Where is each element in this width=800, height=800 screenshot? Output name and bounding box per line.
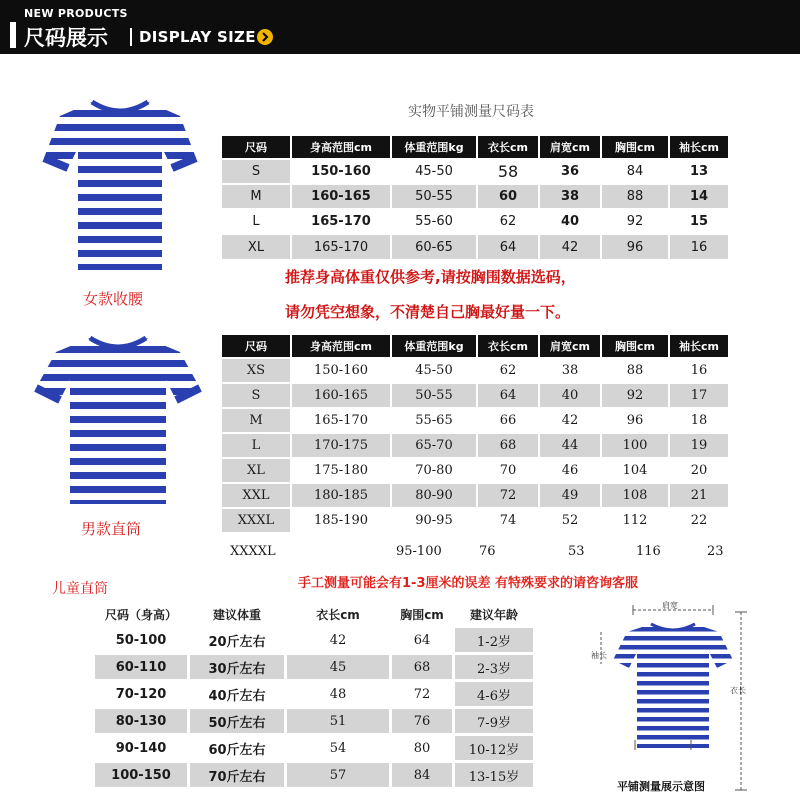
table-cell: 15 — [670, 210, 728, 233]
table-cell: XL — [222, 459, 290, 482]
table-cell: 84 — [392, 763, 452, 787]
table-cell: 175-180 — [292, 459, 390, 482]
women-note-line-1: 推荐身高体重仅供参考,请按胸围数据选码， — [285, 268, 576, 286]
table-header-cell: 胸围cm — [392, 603, 452, 625]
table-cell: 1-2岁 — [455, 628, 533, 652]
table-cell: 64 — [478, 235, 538, 259]
table-cell: 13 — [670, 160, 728, 183]
table-cell: 72 — [392, 682, 452, 706]
table-cell: 40斤左右 — [190, 682, 284, 706]
women-size-table — [222, 136, 728, 259]
table-header-cell: 胸围cm — [602, 136, 668, 158]
table-cell: 64 — [392, 628, 452, 652]
table-cell: 92 — [602, 210, 668, 233]
table-cell: 50斤左右 — [190, 709, 284, 733]
table-cell: 84 — [602, 160, 668, 183]
men-size-table — [222, 335, 728, 532]
table-cell: 104 — [602, 459, 668, 482]
table-cell: 20斤左右 — [190, 628, 284, 652]
table-cell: 96 — [602, 409, 668, 432]
table-cell: 90-140 — [95, 736, 187, 760]
table-cell: 22 — [670, 509, 728, 532]
table-cell: 65-70 — [392, 434, 476, 457]
table-cell: 57 — [287, 763, 389, 787]
table-header-cell: 肩宽cm — [540, 136, 600, 158]
table-cell: 170-175 — [292, 434, 390, 457]
table-cell: 72 — [478, 484, 538, 507]
table-cell: 45 — [287, 655, 389, 679]
table-cell: 49 — [540, 484, 600, 507]
table-cell: 45-50 — [392, 160, 476, 183]
table-cell: S — [222, 160, 290, 183]
table-cell: 160-165 — [292, 185, 390, 208]
table-cell: 42 — [540, 409, 600, 432]
men-last-row-chest: 116 — [636, 544, 661, 559]
table-header-cell: 袖长cm — [670, 335, 728, 357]
table-cell: 50-55 — [392, 384, 476, 407]
women-shirt-image — [40, 96, 200, 274]
table-cell: 42 — [540, 235, 600, 259]
table-cell: 80-130 — [95, 709, 187, 733]
table-cell: 100 — [602, 434, 668, 457]
table-cell: 60-65 — [392, 235, 476, 259]
kids-size-table — [95, 603, 533, 787]
table-cell: XXL — [222, 484, 290, 507]
table-cell: 76 — [392, 709, 452, 733]
table-cell: M — [222, 409, 290, 432]
table-cell: 36 — [540, 160, 600, 183]
table-header-cell: 建议体重 — [190, 603, 284, 625]
men-last-row-size: XXXXL — [230, 544, 276, 559]
women-table-title: 实物平铺测量尺码表 — [408, 104, 534, 120]
length-label: 衣长 — [730, 686, 746, 695]
table-header-cell: 身高范围cm — [292, 335, 390, 357]
header-banner — [0, 0, 800, 54]
table-cell: 60 — [478, 185, 538, 208]
table-cell: 16 — [670, 359, 728, 382]
table-cell: 51 — [287, 709, 389, 733]
women-note-line-2: 请勿凭空想象，不清楚自己胸最好量一下。 — [285, 303, 571, 321]
table-header-cell: 尺码（身高） — [95, 603, 187, 625]
table-cell: 16 — [670, 235, 728, 259]
table-cell: 52 — [540, 509, 600, 532]
table-cell: 70斤左右 — [190, 763, 284, 787]
table-cell: 100-150 — [95, 763, 187, 787]
table-cell: XXXL — [222, 509, 290, 532]
table-header-cell: 袖长cm — [670, 136, 728, 158]
table-cell: 48 — [287, 682, 389, 706]
table-cell: 46 — [540, 459, 600, 482]
table-cell: 21 — [670, 484, 728, 507]
table-header-cell: 衣长cm — [478, 335, 538, 357]
table-cell: M — [222, 185, 290, 208]
table-cell: 70-80 — [392, 459, 476, 482]
table-cell: 96 — [602, 235, 668, 259]
sleeve-label: 袖长 — [591, 651, 607, 660]
table-cell: 165-170 — [292, 210, 390, 233]
diagram-caption: 平铺测量展示意图 — [617, 780, 705, 793]
table-cell: 180-185 — [292, 484, 390, 507]
table-cell: 58 — [478, 160, 538, 183]
header-accent-bar — [10, 22, 16, 48]
arrow-right-icon — [257, 29, 273, 45]
table-cell: 108 — [602, 484, 668, 507]
table-cell: 80 — [392, 736, 452, 760]
table-header-cell: 衣长cm — [287, 603, 389, 625]
table-cell: 74 — [478, 509, 538, 532]
table-cell: 62 — [478, 210, 538, 233]
header-divider — [130, 28, 132, 46]
men-shirt-image — [30, 332, 206, 508]
table-header-cell: 尺码 — [222, 136, 290, 158]
table-cell: L — [222, 434, 290, 457]
table-header-cell: 身高范围cm — [292, 136, 390, 158]
table-cell: 40 — [540, 384, 600, 407]
table-cell: 7-9岁 — [455, 709, 533, 733]
table-cell: 88 — [602, 185, 668, 208]
table-cell: XL — [222, 235, 290, 259]
women-caption: 女款收腰 — [83, 290, 144, 308]
table-cell: 40 — [540, 210, 600, 233]
table-cell: 10-12岁 — [455, 736, 533, 760]
table-cell: 64 — [478, 384, 538, 407]
table-cell: XS — [222, 359, 290, 382]
table-cell: 42 — [287, 628, 389, 652]
table-cell: 30斤左右 — [190, 655, 284, 679]
table-cell: 4-6岁 — [455, 682, 533, 706]
table-cell: 112 — [602, 509, 668, 532]
men-caption: 男款直筒 — [81, 520, 142, 538]
table-cell: 38 — [540, 359, 600, 382]
table-cell: 44 — [540, 434, 600, 457]
table-cell: 80-90 — [392, 484, 476, 507]
table-cell: 165-170 — [292, 409, 390, 432]
table-cell: 62 — [478, 359, 538, 382]
table-header-cell: 尺码 — [222, 335, 290, 357]
table-cell: 2-3岁 — [455, 655, 533, 679]
table-cell: 68 — [392, 655, 452, 679]
table-cell: 20 — [670, 459, 728, 482]
table-cell: 68 — [478, 434, 538, 457]
measurement-diagram — [595, 600, 755, 795]
table-cell: 54 — [287, 736, 389, 760]
header-english-title: DISPLAY SIZE — [139, 28, 256, 46]
shoulder-label: 肩宽 — [662, 601, 678, 610]
table-header-cell: 胸围cm — [602, 335, 668, 357]
table-cell: 70-120 — [95, 682, 187, 706]
table-cell: 50-100 — [95, 628, 187, 652]
table-cell: 70 — [478, 459, 538, 482]
men-last-row-shoulder: 53 — [568, 544, 585, 559]
table-cell: 55-60 — [392, 210, 476, 233]
table-cell: 185-190 — [292, 509, 390, 532]
table-cell: 150-160 — [292, 160, 390, 183]
table-cell: 88 — [602, 359, 668, 382]
table-cell: S — [222, 384, 290, 407]
table-cell: 60-110 — [95, 655, 187, 679]
table-cell: 90-95 — [392, 509, 476, 532]
table-header-cell: 建议年龄 — [455, 603, 533, 625]
men-last-row-length: 76 — [479, 544, 496, 559]
table-cell: 38 — [540, 185, 600, 208]
table-cell: 66 — [478, 409, 538, 432]
header-title: 尺码展示 — [24, 26, 108, 50]
table-cell: 14 — [670, 185, 728, 208]
table-cell: 92 — [602, 384, 668, 407]
men-last-row-weight: 95-100 — [396, 544, 442, 559]
header-subtitle: NEW PRODUCTS — [24, 7, 128, 20]
table-cell: 160-165 — [292, 384, 390, 407]
table-cell: 55-65 — [392, 409, 476, 432]
table-cell: 17 — [670, 384, 728, 407]
table-cell: 60斤左右 — [190, 736, 284, 760]
table-cell: 13-15岁 — [455, 763, 533, 787]
table-cell: 150-160 — [292, 359, 390, 382]
table-header-cell: 体重范围kg — [392, 136, 476, 158]
table-cell: 18 — [670, 409, 728, 432]
table-cell: 45-50 — [392, 359, 476, 382]
table-header-cell: 体重范围kg — [392, 335, 476, 357]
table-header-cell: 衣长cm — [478, 136, 538, 158]
table-cell: 165-170 — [292, 235, 390, 259]
table-cell: L — [222, 210, 290, 233]
table-header-cell: 肩宽cm — [540, 335, 600, 357]
table-cell: 50-55 — [392, 185, 476, 208]
kids-caption: 儿童直筒 — [52, 581, 108, 597]
table-cell: 19 — [670, 434, 728, 457]
measurement-note: 手工测量可能会有1-3厘米的误差 有特殊要求的请咨询客服 — [298, 576, 639, 591]
men-last-row-sleeve: 23 — [707, 544, 724, 559]
